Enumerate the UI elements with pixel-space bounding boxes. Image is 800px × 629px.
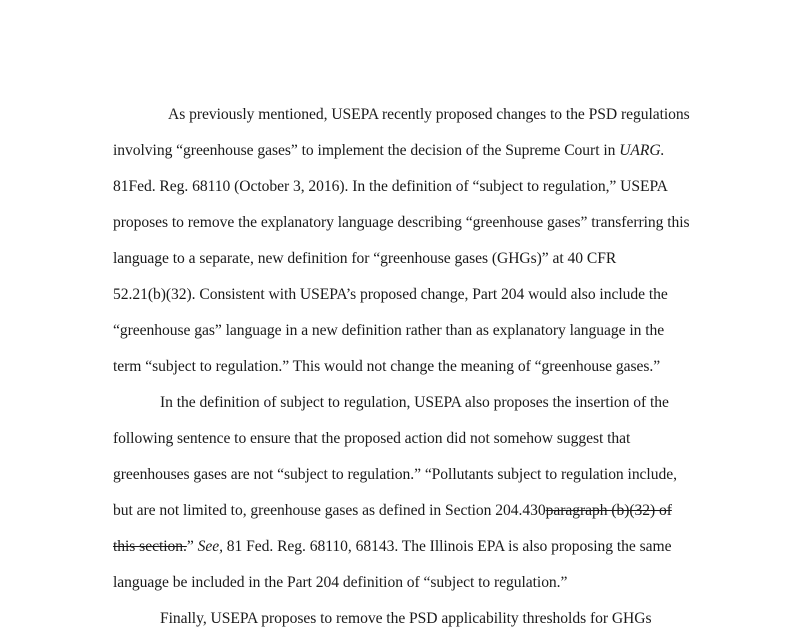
signal-italic: See, <box>197 538 223 555</box>
p1-line-2 <box>113 141 664 161</box>
p2-line-1 <box>160 393 669 413</box>
p1-line-8 <box>113 357 660 377</box>
text-run: greenhouses gases are not “subject to regulation.” “Pollutants subject to regulation include, <box>113 466 677 483</box>
p1-line-7 <box>113 321 664 341</box>
text-run: “greenhouse gas” language in a new definition rather than as explanatory language in the <box>113 322 665 339</box>
text-run: language be included in the Part 204 definition of “subject to regulation.” <box>113 574 568 591</box>
struck-text: paragraph (b)(32) of <box>545 502 672 519</box>
p3-line-1 <box>160 609 651 629</box>
text-run: Finally, USEPA proposes to remove the PSD applicability thresholds for GHGs <box>160 610 652 627</box>
p2-line-2 <box>113 429 630 449</box>
p1-line-1 <box>168 105 690 125</box>
case-name-italic: UARG. <box>619 142 665 159</box>
p1-line-3 <box>113 177 668 197</box>
p1-line-4 <box>113 213 690 233</box>
struck-text: this section. <box>113 538 187 555</box>
text-run: proposes to remove the explanatory language describing “greenhouse gases” transferring this <box>113 214 690 231</box>
text-run: language to a separate, new definition for “greenhouse gases (GHGs)” at 40 CFR <box>113 250 617 267</box>
text-run: 81Fed. Reg. 68110 (October 3, 2016). In the definition of “subject to regulation,” USEPA <box>113 178 668 195</box>
text-run: In the definition of subject to regulation, USEPA also proposes the insertion of the <box>160 394 669 411</box>
text-run: 52.21(b)(32). Consistent with USEPA’s proposed change, Part 204 would also include the <box>113 286 668 303</box>
p2-line-5 <box>113 537 671 557</box>
text-run: following sentence to ensure that the proposed action did not somehow suggest that <box>113 430 631 447</box>
p2-line-4 <box>113 501 672 521</box>
text-run: involving “greenhouse gases” to implement the decision of the Supreme Court in <box>113 142 620 159</box>
p2-line-6 <box>113 573 567 593</box>
text-run: term “subject to regulation.” This would not change the meaning of “greenhouse gases.” <box>113 358 661 375</box>
p2-line-3 <box>113 465 677 485</box>
text-run: 81 Fed. Reg. 68110, 68143. The Illinois EPA is also proposing the same <box>222 538 672 555</box>
p1-line-6 <box>113 285 668 305</box>
text-run: As previously mentioned, USEPA recently proposed changes to the PSD regulations <box>168 106 690 123</box>
text-run: but are not limited to, greenhouse gases as defined in Section 204.430 <box>113 502 546 519</box>
p1-line-5 <box>113 249 616 269</box>
text-run: ” <box>186 538 198 555</box>
